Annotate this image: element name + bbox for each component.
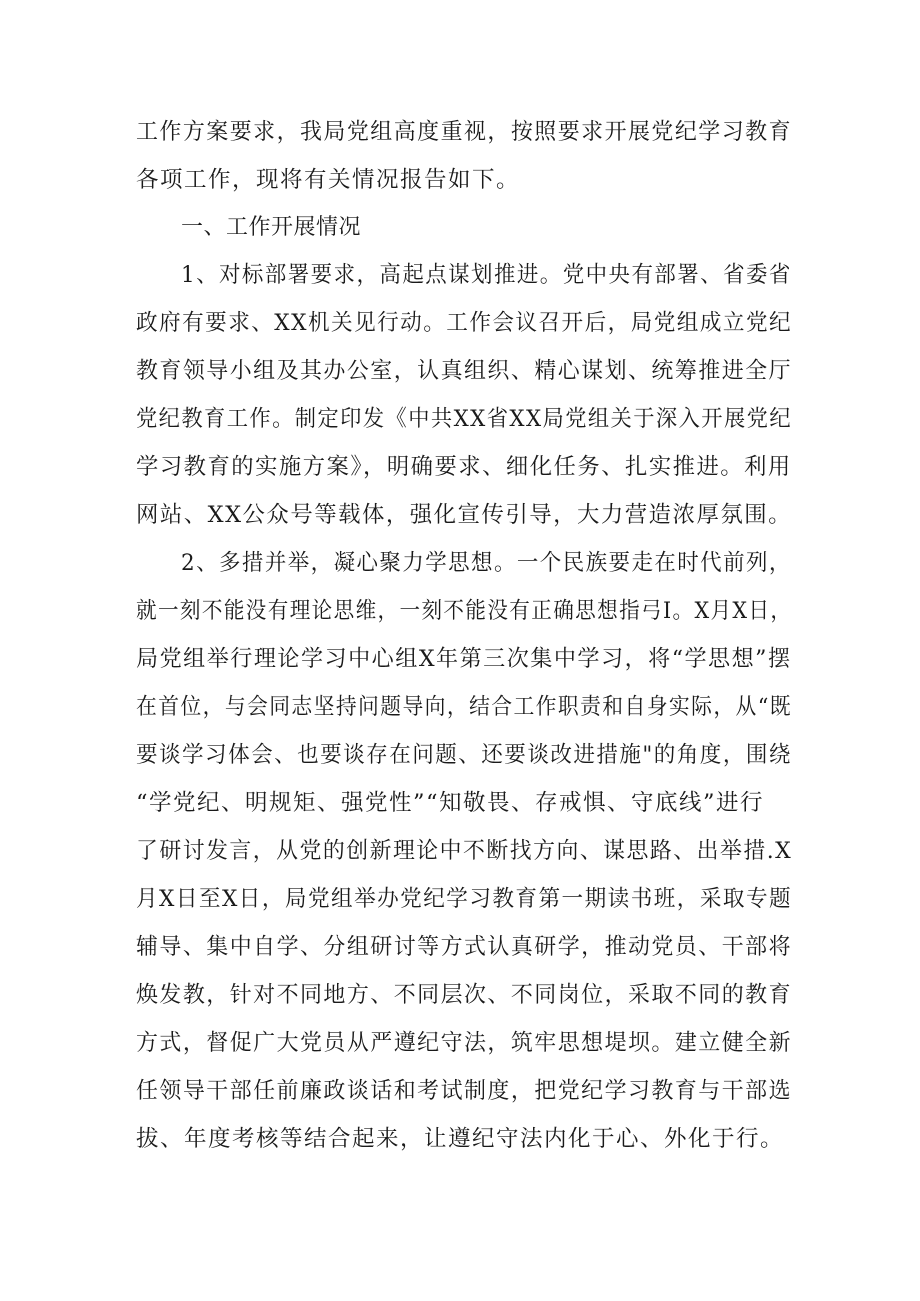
paragraph-line: 辅导、集中自学、分组研讨等方式认真研学，推动党员、干部将 — [136, 934, 793, 960]
paragraph-line: 党纪教育工作。制定印发《中共XX省XX局党组关于深入开展党纪 — [136, 406, 793, 432]
paragraph-line: 月X日至X日，局党组举办党纪学习教育第一期读书班，采取专题 — [136, 886, 793, 912]
paragraph-line: 在首位，与会同志坚持问题导向，结合工作职责和自身实际，从“既 — [136, 694, 792, 720]
paragraph-line: 拔、年度考核等结合起来，让遵纪守法内化于心、外化于行。 — [136, 1126, 785, 1152]
paragraph-line: 2、多措并举，凝心聚力学思想。一个民族要走在时代前列， — [181, 550, 792, 576]
paragraph-line: 任领导干部任前廉政谈话和考试制度，把党纪学习教育与干部选 — [136, 1078, 793, 1104]
paragraph-line: 局党组举行理论学习中心组X年第三次集中学习，将“学思想”摆 — [136, 646, 792, 672]
paragraph-line: 要谈学习体会、也要谈存在问题、还要谈改进措施"的角度，围绕 — [136, 742, 792, 768]
paragraph-line: “学党纪、明规矩、强党性”“知敬畏、存戒惧、守底线”进行 — [136, 790, 765, 816]
intro-line: 各项工作，现将有关情况报告如下。 — [136, 167, 521, 193]
intro-line: 工作方案要求，我局党组高度重视，按照要求开展党纪学习教育 — [136, 119, 793, 145]
paragraph-line: 了研讨发言，从党的创新理论中不断找方向、谋思路、出举措.X — [136, 838, 793, 864]
section-heading: 一、工作开展情况 — [181, 215, 362, 240]
paragraph-line: 方式，督促广大党员从严遵纪守法，筑牢思想堤坝。建立健全新 — [136, 1030, 793, 1056]
paragraph-line: 教育领导小组及其办公室，认真组织、精心谋划、统筹推进全厅 — [136, 358, 793, 384]
paragraph-line: 焕发教，针对不同地方、不同层次、不同岗位，采取不同的教育 — [136, 982, 793, 1008]
paragraph-line: 1、对标部署要求，高起点谋划推进。党中央有部署、省委省 — [181, 262, 792, 288]
paragraph-line: 网站、XX公众号等载体，强化宣传引导，大力营造浓厚氛围。 — [136, 502, 793, 528]
paragraph-line: 学习教育的实施方案》，明确要求、细化任务、扎实推进。利用 — [136, 454, 792, 480]
paragraph-line: 政府有要求、XX机关见行动。工作会议召开后，局党组成立党纪 — [136, 310, 793, 336]
paragraph-line: 就一刻不能没有理论思维，一刻不能没有正确思想指弓I。X月X日， — [136, 598, 793, 624]
